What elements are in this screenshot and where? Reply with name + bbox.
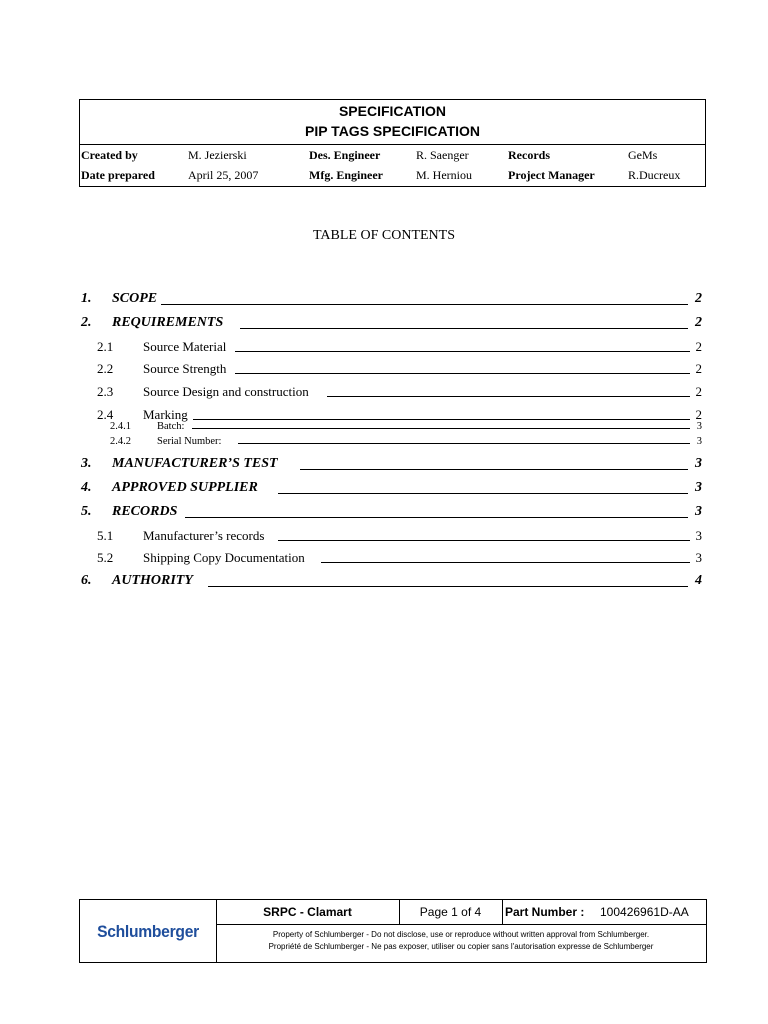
toc-entry-number: 2.4.2 — [110, 436, 131, 447]
toc-entry-number: 3. — [81, 456, 92, 471]
doc-title: PIP TAGS SPECIFICATION — [304, 123, 481, 139]
toc-leader — [327, 396, 690, 397]
toc-leader — [161, 304, 688, 305]
toc-entry-page: 3 — [695, 456, 702, 471]
doc-type-title: SPECIFICATION — [338, 103, 447, 119]
toc-leader — [193, 419, 690, 420]
toc-entry-number: 2. — [81, 315, 92, 330]
document-header — [79, 99, 706, 187]
toc-leader — [235, 351, 690, 352]
footer-site: SRPC - Clamart — [216, 900, 400, 924]
toc-entry-label: Manufacturer’s records — [143, 528, 265, 543]
des-engineer-label: Des. Engineer — [309, 148, 381, 162]
toc-entry-number: 2.3 — [97, 384, 114, 399]
part-number-label: Part Number : — [505, 905, 585, 919]
toc-entry-label: RECORDS — [112, 504, 178, 519]
toc-entry-page: 3 — [695, 480, 702, 495]
toc-entry-number: 2.1 — [97, 339, 114, 354]
toc-entry-label: REQUIREMENTS — [112, 315, 224, 330]
logo-cell — [80, 900, 217, 962]
mfg-engineer-label: Mfg. Engineer — [309, 168, 383, 182]
toc-entry-page: 3 — [696, 436, 702, 447]
date-prepared-value: April 25, 2007 — [188, 168, 259, 182]
toc-entry-number: 5. — [81, 504, 92, 519]
toc-leader — [235, 373, 690, 374]
footer-part-number-cell — [502, 900, 706, 924]
toc-entry-label: SCOPE — [112, 291, 158, 306]
toc-entry-number: 2.4 — [97, 407, 114, 422]
toc-entry-label: Shipping Copy Documentation — [143, 550, 305, 565]
toc-entry-page: 2 — [695, 407, 702, 422]
footer-info-row — [216, 900, 706, 925]
toc-entry-number: 4. — [81, 480, 92, 495]
toc-entry-page: 2 — [695, 339, 702, 354]
toc-entry-number: 5.2 — [97, 550, 114, 565]
toc-entry-number: 5.1 — [97, 528, 114, 543]
toc-entry-page: 3 — [695, 504, 702, 519]
toc-leader — [192, 428, 690, 429]
toc-leader — [185, 517, 688, 518]
project-manager-value: R.Ducreux — [628, 168, 681, 182]
project-manager-label: Project Manager — [508, 168, 595, 182]
toc-entry-page: 3 — [695, 550, 702, 565]
toc-entry-page: 2 — [695, 361, 702, 376]
created-by-label: Created by — [81, 148, 138, 162]
toc-entry-number: 2.4.1 — [110, 421, 131, 432]
toc-leader — [208, 586, 688, 587]
toc-leader — [321, 562, 690, 563]
toc-entry-label: Source Material — [143, 339, 227, 354]
header-title-block — [80, 100, 705, 145]
footer-confidentiality-notes — [216, 924, 706, 962]
toc-entry-number: 6. — [81, 573, 92, 588]
toc-entry-page: 2 — [695, 315, 702, 330]
confidentiality-note-en: Property of Schlumberger - Do not disclose, use or reproduce without written approval from Schlumberger. — [272, 930, 650, 939]
toc-entry-label: APPROVED SUPPLIER — [112, 480, 258, 495]
toc-leader — [300, 469, 688, 470]
toc-entry-page: 2 — [695, 384, 702, 399]
toc-entry-label: Batch: — [157, 421, 185, 432]
toc-entry-page: 3 — [696, 421, 702, 432]
toc-entry-page: 4 — [695, 573, 702, 588]
records-value: GeMs — [628, 148, 658, 162]
toc-leader — [240, 328, 688, 329]
toc-leader — [278, 493, 688, 494]
toc-entry-label: Serial Number: — [157, 436, 222, 447]
toc-entry-label: AUTHORITY — [112, 573, 193, 588]
mfg-engineer-value: M. Herniou — [416, 168, 472, 182]
schlumberger-logo: Schlumberger — [97, 922, 199, 941]
toc-entry-page: 3 — [695, 528, 702, 543]
toc-entry-label: Source Design and construction — [143, 384, 309, 399]
footer-page-number: Page 1 of 4 — [399, 900, 503, 924]
toc-entry-label: Source Strength — [143, 361, 227, 376]
part-number-value: 100426961D-AA — [600, 905, 689, 919]
confidentiality-note-fr: Propriété de Schlumberger - Ne pas exposer, utiliser ou copier sans l'autorisation expresse de Schlumberger — [268, 942, 654, 951]
records-label: Records — [508, 148, 550, 162]
toc-leader — [278, 540, 690, 541]
des-engineer-value: R. Saenger — [416, 148, 469, 162]
created-by-value: M. Jezierski — [188, 148, 247, 162]
toc-entry-page: 2 — [695, 291, 702, 306]
toc-entry-label: MANUFACTURER’S TEST — [112, 456, 278, 471]
toc-heading: TABLE OF CONTENTS — [313, 228, 455, 243]
toc-entry-number: 2.2 — [97, 361, 114, 376]
toc-entry-label: Marking — [143, 407, 188, 422]
date-prepared-label: Date prepared — [81, 168, 155, 182]
toc-entry-number: 1. — [81, 291, 92, 306]
document-footer — [79, 899, 707, 963]
toc-leader — [238, 443, 690, 444]
